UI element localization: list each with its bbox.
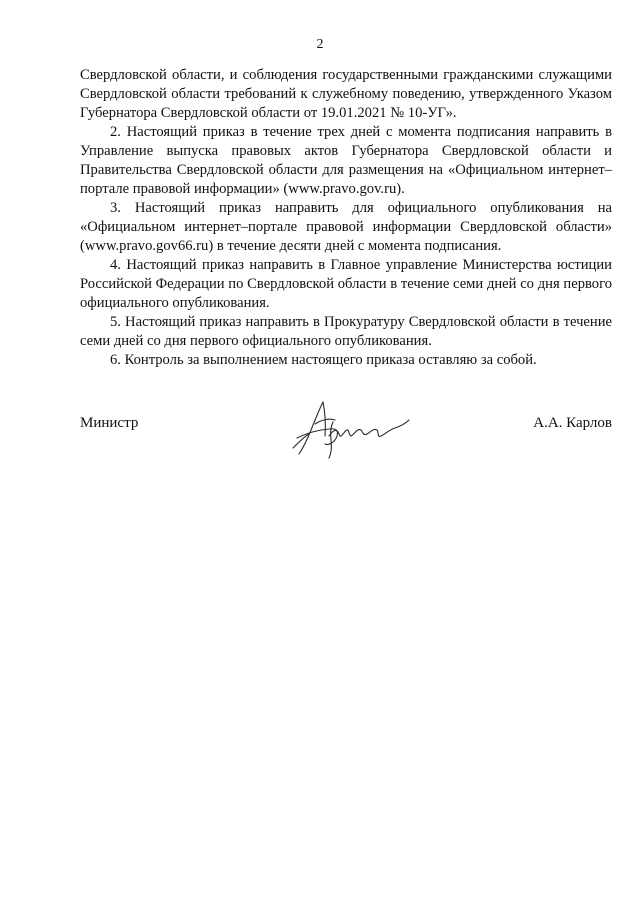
handwritten-signature bbox=[285, 396, 415, 462]
paragraph-item-6: 6. Контроль за выполнением настоящего приказа оставляю за собой. bbox=[110, 352, 537, 368]
paragraph-item-2: 2. Настоящий приказ в течение трех дней с момента подписания направить в Управление выпуска правовых актов Губернатора Свердловской области и Правительства Свердловской области для размещения на «Официальном интернет–портале правовой информации» (www.pravo.gov.ru). bbox=[80, 124, 612, 197]
paragraph-item-3: 3. Настоящий приказ направить для официального опубликования на «Официальном интернет–портале правовой информации Свердловской области» (www.pravo.gov66.ru) в течение десяти дней с момента подписания. bbox=[80, 200, 612, 254]
paragraph-item-4: 4. Настоящий приказ направить в Главное управление Министерства юстиции Российской Федерации по Свердловской области в течение семи дней со дня первого официального опубликования. bbox=[80, 257, 612, 311]
document-body bbox=[80, 66, 612, 370]
page-number: 2 bbox=[316, 37, 324, 52]
paragraph-item-5: 5. Настоящий приказ направить в Прокуратуру Свердловской области в течение семи дней со дня первого официального опубликования. bbox=[80, 314, 612, 349]
signatory-title: Министр bbox=[80, 415, 139, 431]
paragraph-continuation: Свердловской области, и соблюдения государственными гражданскими служащими Свердловской области требований к служебному поведению, утвержденного Указом Губернатора Свердловской области от 19.01.2021 № 10-УГ». bbox=[80, 67, 612, 121]
signature-block bbox=[80, 410, 612, 480]
signatory-name: А.А. Карлов bbox=[533, 415, 612, 431]
